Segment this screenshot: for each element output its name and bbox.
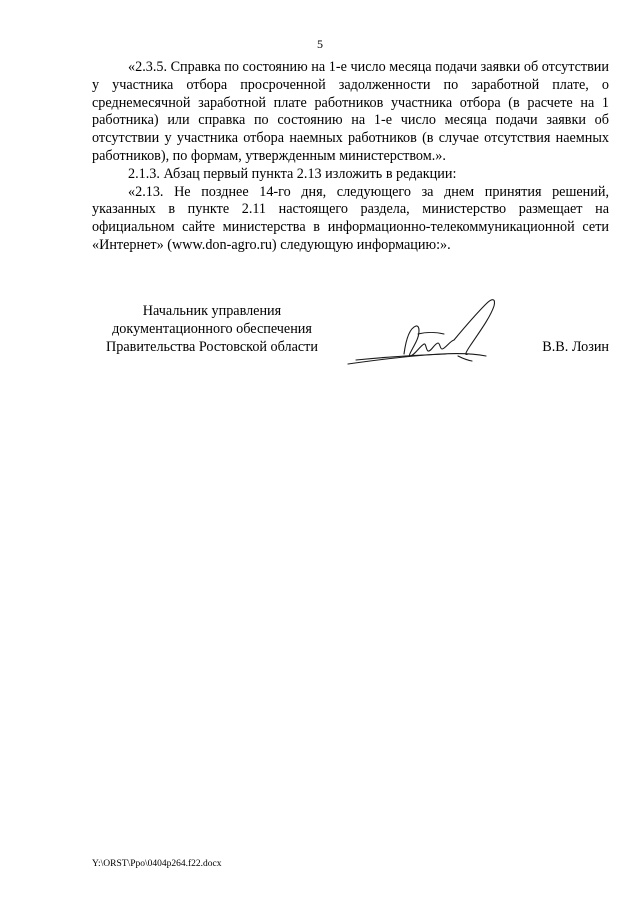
signatory-title	[92, 303, 332, 356]
paragraph-2-13: «2.13. Не позднее 14-го дня, следующего за днем принятия решений, указанных в пункте 2.11 настоящего раздела, министерство размещает на официальном сайте министерства в информационно-телекоммуникационной сети «Интернет» (www.don-agro.ru) следующую информацию:».	[92, 183, 609, 253]
document-body	[92, 59, 609, 255]
paragraph-2-3-5: «2.3.5. Справка по состоянию на 1-е число месяца подачи заявки об отсутствии у участника отбора просроченной задолженности по заработной плате, о среднемесячной заработной плате работников участника отбора (в расчете на 1 работника) или справка по состоянию на 1-е число месяца подачи заявки об отсутствии у участника отбора наемных работников (в случае отсутствия наемных работников), по формам, утвержденным министерством.».	[92, 59, 609, 164]
signatory-title-line-2: документационного обеспечения	[112, 320, 312, 337]
page-number: 5	[317, 37, 323, 51]
paragraph-2-1-3: 2.1.3. Абзац первый пункта 2.13 изложить в редакции:	[128, 165, 457, 182]
signatory-name: В.В. Лозин	[542, 338, 609, 355]
handwritten-signature	[346, 294, 506, 374]
file-path-footer: Y:\ORST\Ppo\0404p264.f22.docx	[92, 859, 222, 869]
signatory-title-line-1: Начальник управления	[142, 303, 282, 319]
signatory-title-line-3: Правительства Ростовской области	[106, 338, 318, 355]
